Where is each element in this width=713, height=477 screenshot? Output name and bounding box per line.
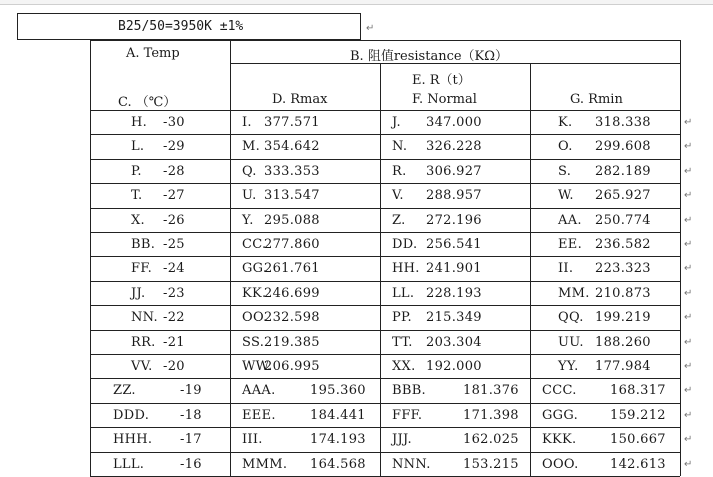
paragraph-mark-icon: ↵ bbox=[684, 141, 693, 153]
temp-value: -23 bbox=[163, 285, 185, 301]
rmax-label: M. bbox=[242, 139, 261, 155]
rmin-value: 236.582 bbox=[595, 237, 651, 252]
normal-label: R. bbox=[392, 163, 407, 179]
paragraph-mark-icon: ↵ bbox=[684, 239, 693, 250]
rmin-label: S. bbox=[558, 163, 572, 179]
rmax-label: EEE. bbox=[242, 407, 276, 423]
temp-value: -20 bbox=[163, 359, 185, 374]
header-rmax: D. Rmax bbox=[272, 92, 328, 107]
rmax-value: 206.995 bbox=[264, 359, 320, 374]
temp-value: -17 bbox=[180, 432, 202, 448]
rmax-label: I. bbox=[242, 115, 252, 130]
temp-value: -21 bbox=[163, 334, 185, 350]
normal-label: DD. bbox=[392, 237, 418, 252]
temp-value: -22 bbox=[163, 310, 185, 326]
rmin-value: 299.608 bbox=[595, 139, 651, 155]
row-line bbox=[90, 378, 680, 379]
rmin-label: AA. bbox=[558, 212, 582, 228]
temp-value: -27 bbox=[163, 188, 185, 204]
rmax-value: 219.385 bbox=[264, 334, 320, 350]
temp-value: -29 bbox=[163, 139, 185, 155]
rmax-label: Y. bbox=[242, 212, 254, 228]
normal-value: 203.304 bbox=[426, 334, 482, 350]
paragraph-mark-icon: ↵ bbox=[684, 263, 693, 275]
normal-value: 181.376 bbox=[463, 383, 519, 399]
rmax-value: 184.441 bbox=[310, 407, 366, 423]
rmax-value: 377.571 bbox=[264, 115, 320, 130]
temp-label: JJ. bbox=[131, 285, 146, 301]
row-line bbox=[90, 208, 680, 209]
spec-box bbox=[17, 13, 361, 40]
rmax-label: AAA. bbox=[242, 383, 276, 399]
row-line bbox=[90, 354, 680, 355]
normal-label: TT. bbox=[392, 334, 413, 350]
normal-value: 347.000 bbox=[426, 115, 482, 130]
row-line bbox=[90, 403, 680, 404]
temp-label: VV. bbox=[131, 359, 153, 374]
temp-label: L. bbox=[131, 139, 145, 155]
normal-label: XX. bbox=[392, 359, 416, 374]
normal-value: 288.957 bbox=[426, 188, 482, 204]
column-divider bbox=[230, 40, 231, 476]
temp-label: H. bbox=[131, 115, 148, 130]
paragraph-mark-icon: ↵ bbox=[684, 458, 693, 470]
normal-value: 215.349 bbox=[426, 310, 482, 326]
paragraph-mark-icon: ↵ bbox=[366, 23, 375, 34]
temp-label: ZZ. bbox=[113, 383, 136, 399]
row-line bbox=[90, 134, 680, 135]
rmin-label: EE. bbox=[558, 237, 583, 252]
paragraph-mark-icon: ↵ bbox=[684, 361, 693, 372]
normal-value: 306.927 bbox=[426, 163, 482, 179]
rmax-label: III. bbox=[242, 432, 263, 448]
rmax-label: Q. bbox=[242, 163, 257, 179]
normal-label: NNN. bbox=[392, 456, 431, 472]
temp-value: -28 bbox=[163, 163, 185, 179]
rmin-value: 159.212 bbox=[610, 407, 666, 423]
rmin-value: 188.260 bbox=[595, 334, 651, 350]
rmax-value: 174.193 bbox=[310, 432, 366, 448]
rmax-value: 232.598 bbox=[264, 310, 320, 326]
header-divider bbox=[230, 63, 680, 64]
temp-value: -26 bbox=[163, 212, 185, 228]
rmin-value: 150.667 bbox=[610, 432, 666, 448]
row-line bbox=[90, 427, 680, 428]
row-line bbox=[90, 330, 680, 331]
rmin-label: CCC. bbox=[542, 383, 577, 399]
rmax-value: 261.761 bbox=[264, 261, 320, 277]
temp-value: -30 bbox=[163, 115, 185, 130]
paragraph-mark-icon: ↵ bbox=[684, 409, 693, 421]
column-divider bbox=[380, 63, 381, 476]
paragraph-mark-icon: ↵ bbox=[684, 287, 693, 299]
normal-value: 256.541 bbox=[426, 237, 482, 252]
rmin-value: 250.774 bbox=[595, 212, 651, 228]
row-line bbox=[90, 183, 680, 184]
rmax-label: GG. bbox=[242, 261, 268, 277]
table-border-top bbox=[90, 40, 680, 41]
rmax-label: OO. bbox=[242, 310, 268, 326]
temp-label: T. bbox=[131, 188, 143, 204]
temp-label: LLL. bbox=[113, 456, 145, 472]
paragraph-mark-icon: ↵ bbox=[684, 165, 693, 177]
rmin-value: 168.317 bbox=[610, 383, 666, 399]
temp-label: BB. bbox=[131, 237, 156, 252]
header-temp-unit: C. （℃） bbox=[118, 95, 177, 110]
rmax-label: U. bbox=[242, 188, 257, 204]
rmax-value: 277.860 bbox=[264, 237, 320, 252]
rmax-value: 313.547 bbox=[264, 188, 320, 204]
normal-value: 272.196 bbox=[426, 212, 482, 228]
normal-label: LL. bbox=[392, 285, 415, 301]
temp-label: P. bbox=[131, 163, 142, 179]
rmin-value: 318.338 bbox=[595, 115, 651, 130]
normal-label: Z. bbox=[392, 212, 406, 228]
header-bottom-line bbox=[90, 110, 680, 111]
temp-label: FF. bbox=[131, 261, 153, 277]
paragraph-mark-icon: ↵ bbox=[684, 434, 693, 446]
row-line bbox=[90, 452, 680, 453]
normal-label: FFF. bbox=[392, 407, 423, 423]
rmin-value: 199.219 bbox=[595, 310, 651, 326]
rmax-value: 295.088 bbox=[264, 212, 320, 228]
rmin-label: W. bbox=[558, 188, 574, 204]
temp-label: HHH. bbox=[113, 432, 153, 448]
normal-value: 192.000 bbox=[426, 359, 482, 374]
header-resistance: B. 阻值resistance（KΩ） bbox=[350, 49, 509, 64]
temp-value: -16 bbox=[180, 456, 202, 472]
rmin-label: UU. bbox=[558, 334, 584, 350]
rmin-value: 223.323 bbox=[595, 261, 651, 277]
row-line bbox=[90, 159, 680, 160]
rmin-label: QQ. bbox=[558, 310, 584, 326]
header-rmin: G. Rmin bbox=[570, 92, 623, 107]
paragraph-mark-icon: ↵ bbox=[684, 117, 693, 128]
temp-label: DDD. bbox=[113, 407, 150, 423]
rmax-label: KK. bbox=[242, 285, 267, 301]
row-line bbox=[90, 232, 680, 233]
rmin-label: KKK. bbox=[542, 432, 577, 448]
rmin-value: 210.873 bbox=[595, 285, 651, 301]
normal-label: BBB. bbox=[392, 383, 426, 399]
rmin-label: MM. bbox=[558, 285, 590, 301]
paragraph-mark-icon: ↵ bbox=[684, 336, 693, 348]
rmin-label: YY. bbox=[558, 359, 579, 374]
normal-label: JJJ. bbox=[392, 432, 412, 448]
rmax-value: 164.568 bbox=[310, 456, 366, 472]
rmax-value: 246.699 bbox=[264, 285, 320, 301]
temp-label: X. bbox=[131, 212, 145, 228]
normal-value: 171.398 bbox=[463, 407, 519, 423]
rmax-value: 354.642 bbox=[264, 139, 320, 155]
rmin-label: K. bbox=[558, 115, 573, 130]
header-rt: E. R（t） bbox=[412, 73, 471, 88]
rmax-label: SS. bbox=[242, 334, 265, 350]
normal-label: N. bbox=[392, 139, 408, 155]
rmin-value: 282.189 bbox=[595, 163, 651, 179]
normal-value: 241.901 bbox=[426, 261, 482, 277]
normal-value: 228.193 bbox=[426, 285, 482, 301]
rmin-label: II. bbox=[558, 261, 574, 277]
rmin-value: 177.984 bbox=[595, 359, 651, 374]
temp-value: -19 bbox=[180, 383, 202, 399]
rmax-value: 195.360 bbox=[310, 383, 366, 399]
paragraph-mark-icon: ↵ bbox=[684, 385, 693, 397]
normal-value: 326.228 bbox=[426, 139, 482, 155]
rmax-label: MMM. bbox=[242, 456, 288, 472]
rmin-label: GGG. bbox=[542, 407, 579, 423]
rmax-label: CC. bbox=[242, 237, 267, 252]
header-temp: A. Temp bbox=[126, 46, 180, 61]
temp-label: NN. bbox=[131, 310, 158, 326]
table-border-left bbox=[90, 40, 91, 476]
rmax-label: WW. bbox=[242, 359, 272, 374]
normal-value: 153.215 bbox=[463, 456, 519, 472]
column-divider bbox=[530, 63, 531, 476]
header-normal: F. Normal bbox=[412, 92, 477, 107]
paragraph-mark-icon: ↵ bbox=[684, 190, 693, 202]
temp-value: -25 bbox=[163, 237, 185, 252]
normal-label: J. bbox=[392, 115, 401, 130]
temp-value: -18 bbox=[180, 407, 202, 423]
normal-label: PP. bbox=[392, 310, 412, 326]
table-border-right bbox=[680, 40, 681, 476]
normal-value: 162.025 bbox=[463, 432, 519, 448]
temp-label: RR. bbox=[131, 334, 156, 350]
rmin-value: 265.927 bbox=[595, 188, 651, 204]
rmin-value: 142.613 bbox=[610, 456, 666, 472]
temp-value: -24 bbox=[163, 261, 185, 277]
normal-label: HH. bbox=[392, 261, 420, 277]
rmax-value: 333.353 bbox=[264, 163, 320, 179]
rmin-label: OOO. bbox=[542, 456, 579, 472]
spec-text: B25/50=3950K ±1% bbox=[118, 19, 244, 34]
rmin-label: O. bbox=[558, 139, 573, 155]
ruler-strip bbox=[0, 0, 713, 5]
paragraph-mark-icon: ↵ bbox=[684, 312, 693, 324]
normal-label: V. bbox=[392, 188, 404, 204]
row-line bbox=[90, 256, 680, 257]
row-line bbox=[90, 305, 680, 306]
row-line bbox=[90, 281, 680, 282]
paragraph-mark-icon: ↵ bbox=[684, 214, 693, 226]
